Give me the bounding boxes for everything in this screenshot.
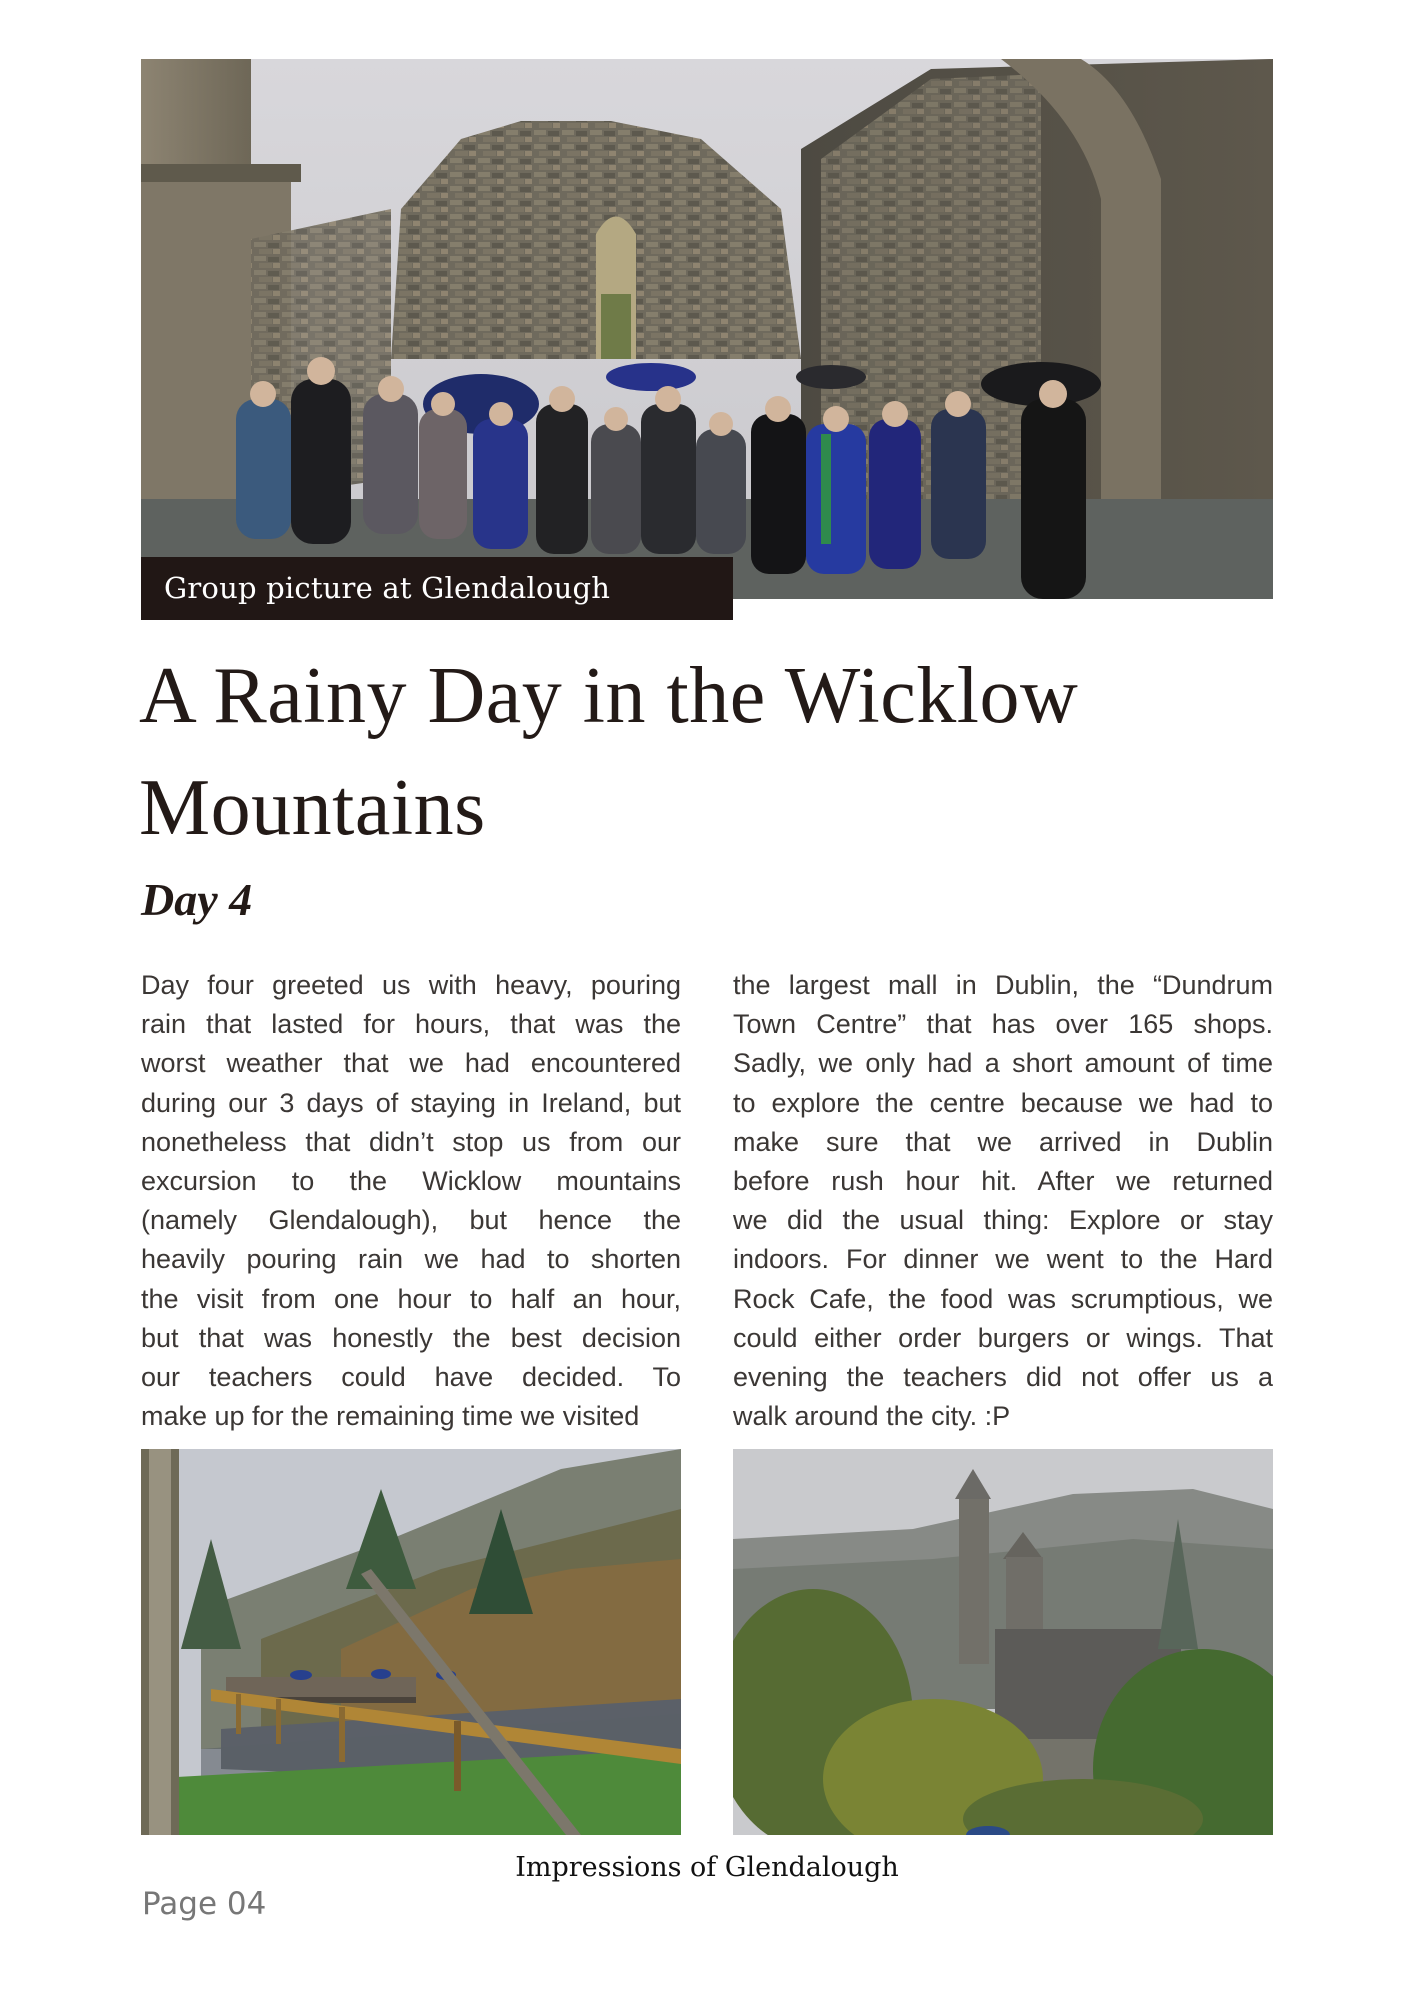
gallery-photo-footbridge [141, 1449, 681, 1835]
body-text-line: walk around the city. :P [733, 1401, 1011, 1432]
body-text-line: evening the teachers did not offer us a [733, 1361, 1273, 1392]
round-tower-photo-illustration [733, 1449, 1273, 1835]
body-text-line: our teachers could have decided. To [141, 1361, 681, 1392]
body-text-line: could either order burgers or wings. That [733, 1322, 1273, 1353]
body-text-line: Town Centre” that has over 165 shops. [733, 1009, 1273, 1040]
article-title-line-2: Mountains [139, 764, 486, 852]
body-text-line: Sadly, we only had a short amount of time [733, 1048, 1273, 1079]
page-number: Page 04 [142, 1886, 267, 1922]
body-text-line: nonetheless that didn’t stop us from our [141, 1126, 681, 1157]
article-subtitle-day: Day 4 [141, 874, 253, 925]
body-text-line: indoors. For dinner we went to the Hard [733, 1244, 1273, 1275]
body-text-line: during our 3 days of staying in Ireland, but [141, 1087, 681, 1118]
hero-photo-caption: Group picture at Glendalough [141, 557, 733, 620]
body-column-right [733, 966, 1273, 1436]
article-title-line-1: A Rainy Day in the Wicklow [139, 652, 1079, 740]
body-text-line: worst weather that we had encountered [141, 1048, 681, 1079]
hero-photo-group-glendalough [141, 59, 1273, 599]
hero-photo-illustration [141, 59, 1273, 599]
body-text-line: excursion to the Wicklow mountains [141, 1165, 681, 1196]
gallery-photo-round-tower [733, 1449, 1273, 1835]
gallery-caption: Impressions of Glendalough [515, 1852, 899, 1883]
body-text-line: to explore the centre because we had to [733, 1087, 1273, 1118]
body-text-line: Day four greeted us with heavy, pouring [141, 970, 681, 1000]
body-text-line: make sure that we arrived in Dublin [733, 1126, 1273, 1157]
body-text-line: rain that lasted for hours, that was the [141, 1009, 681, 1040]
body-text-line: (namely Glendalough), but hence the [141, 1205, 681, 1236]
body-text-line: before rush hour hit. After we returned [733, 1165, 1273, 1196]
body-text-line: the visit from one hour to half an hour, [141, 1283, 681, 1314]
body-text-line: make up for the remaining time we visited [141, 1401, 640, 1432]
body-text-line: we did the usual thing: Explore or stay [733, 1205, 1273, 1236]
body-text-line: heavily pouring rain we had to shorten [141, 1244, 681, 1275]
body-text-line: but that was honestly the best decision [141, 1322, 681, 1353]
article-title [139, 640, 1279, 864]
body-text-line: the largest mall in Dublin, the “Dundrum [733, 970, 1273, 1000]
footbridge-photo-illustration [141, 1449, 681, 1835]
body-text-line: Rock Cafe, the food was scrumptious, we [733, 1283, 1273, 1314]
body-column-left [141, 966, 681, 1436]
